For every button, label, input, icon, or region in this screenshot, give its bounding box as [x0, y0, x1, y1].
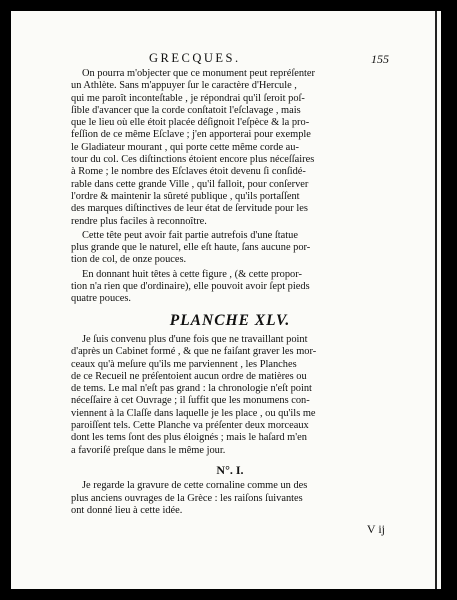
text-line: plus anciens ouvrages de la Grèce : les raiſons ſuivantes	[71, 492, 303, 504]
text-line: ſible d'avancer que la corde conſtatoit l'eſclavage , mais	[71, 104, 301, 116]
page-body	[71, 68, 389, 535]
text-line: tion de col, de onze pouces.	[71, 254, 187, 266]
plate-heading: PLANCHE XLV.	[169, 311, 291, 329]
text-line: le Gladiateur mourant , qui porte cette même corde au-	[71, 141, 299, 153]
text-line: rable dans cette grande Ville , qu'il falloit, pour conſerver	[71, 178, 309, 190]
page-edge	[435, 11, 437, 589]
text-line: ceaux qu'à meſure qu'ils me parviennent , les Planches	[71, 358, 297, 370]
text-line: de tems. Le mal n'eſt pas grand : la chronologie n'eſt point	[71, 383, 312, 395]
text-line: Je ſuis convenu plus d'une fois que ne travaillant point	[82, 333, 308, 345]
text-line: plus grande que le naturel, elle eſt haute, ſans aucune por-	[71, 242, 311, 254]
text-line: un Athlète. Sans m'appuyer ſur le caractère d'Hercule ,	[71, 80, 297, 92]
text-line: a favoriſé preſque dans le même jour.	[71, 444, 226, 456]
signature-mark: V ij	[366, 522, 385, 537]
paragraph-2	[71, 230, 389, 267]
section-number: N°. I.	[216, 462, 244, 477]
text-line: de ce Recueil ne préſentoient aucun ordre de matières ou	[71, 370, 307, 382]
running-title: GRECQUES.	[149, 51, 241, 65]
text-line: des marques diſtinctives de leur état de ſervitude pour les	[71, 203, 308, 215]
text-line: qui me paroît inconteſtable , je répondrai qu'il ſeroit poſ-	[71, 92, 305, 104]
paragraph-1	[71, 68, 389, 228]
text-line: viennent à la Claſſe dans laquelle je les place , ou qu'ils me	[71, 407, 316, 419]
text-line: rendre plus faciles à reconnoître.	[71, 215, 207, 227]
text-line: En donnant huit têtes à cette figure , (& cette propor-	[82, 268, 302, 280]
text-line: d'après un Cabinet formé , & que ne faiſant graver les mor-	[71, 346, 317, 358]
text-line: tour du col. Ces diſtinctions étoient encore plus néceſſaires	[71, 154, 315, 166]
text-line: dont les tems ſont des plus éloignés ; mais le haſard m'en	[71, 432, 307, 444]
text-line: paroiſſent tels. Cette Planche va préſenter deux morceaux	[71, 420, 309, 432]
text-line: ont donné lieu à cette idée.	[71, 504, 183, 516]
text-line: à Rome ; le nombre des Eſclaves étoit devenu ſi conſidé-	[71, 166, 306, 178]
text-line: Cette tête peut avoir fait partie autrefois d'une ſtatue	[82, 229, 298, 241]
text-line: néceſſaire à cet Ouvrage ; il ſuffit que les monumens con-	[71, 395, 310, 407]
text-line: On pourra m'objecter que ce monument peut repréſenter	[82, 68, 315, 79]
page-number: 155	[371, 52, 389, 66]
text-line: feſſion de ce même Eſclave ; j'en apporterai pour exemple	[71, 129, 311, 141]
text-line: tion n'a rien que d'ordinaire), elle pouvoit avoir ſept pieds	[71, 281, 310, 293]
paragraph-5	[71, 480, 389, 517]
text-line: Je regarde la gravure de cette cornaline comme un des	[82, 480, 308, 492]
paragraph-3	[71, 269, 389, 306]
paragraph-4	[71, 334, 389, 457]
text-line: l'ordre & maintenir la sûreté publique , qu'ils portaſſent	[71, 190, 300, 202]
book-page	[11, 11, 441, 589]
text-line: que le lieu où elle étoit placée déſignoit l'eſpèce & la pro-	[71, 117, 310, 129]
text-line: quatre pouces.	[71, 293, 132, 305]
